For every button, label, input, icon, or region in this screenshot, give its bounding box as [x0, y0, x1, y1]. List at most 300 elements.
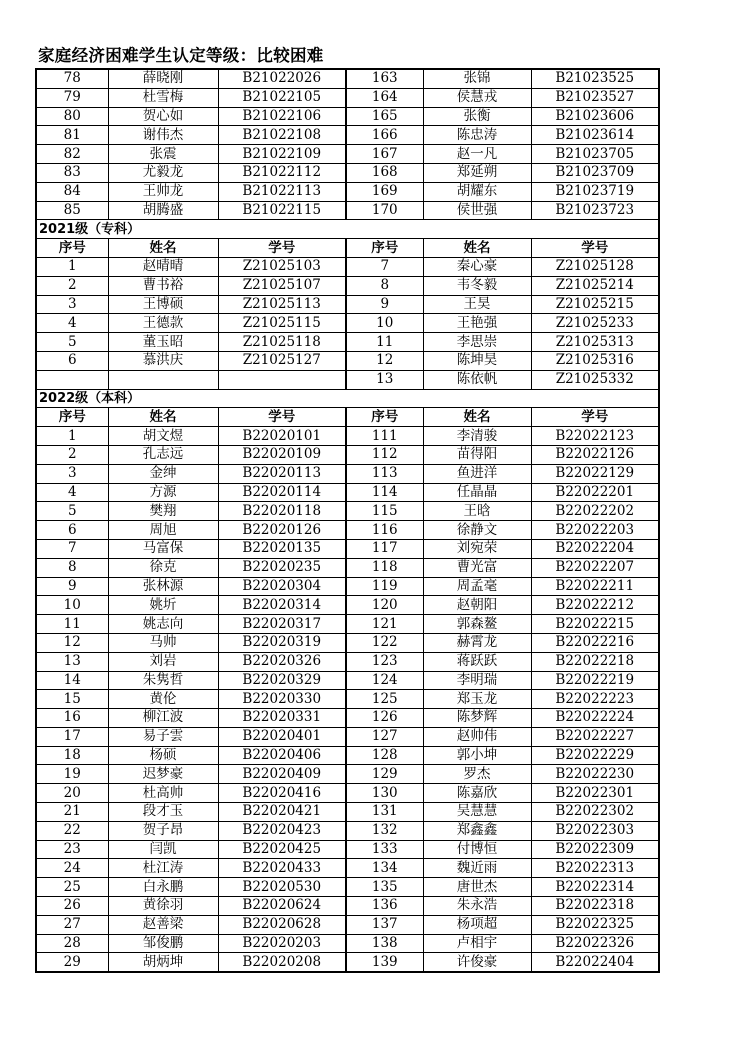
cell-name: 闫凯 [108, 840, 218, 859]
cell-name: 柳江波 [108, 709, 218, 728]
cell-name: 李明瑞 [423, 671, 531, 690]
cell-name: 薛晓刚 [108, 69, 218, 88]
cell-student-id: B22020101 [218, 427, 346, 446]
table-row [36, 615, 659, 634]
cell-name: 陈嘉欣 [423, 784, 531, 803]
table-row [36, 953, 659, 972]
cell-name: 刘岩 [108, 652, 218, 671]
cell-student-id: B21022115 [218, 201, 346, 220]
cell-index: 133 [346, 840, 423, 859]
table-row [36, 539, 659, 558]
cell-student-id: B21023525 [531, 69, 659, 88]
cell-name: 段才玉 [108, 803, 218, 822]
cell-student-id: B22020114 [218, 483, 346, 502]
cell-name: 慕洪庆 [108, 351, 218, 370]
cell-student-id: B22022207 [531, 558, 659, 577]
cell-index: 111 [346, 427, 423, 446]
cell-index: 136 [346, 897, 423, 916]
cell-index: 5 [36, 502, 108, 521]
column-header: 学号 [531, 239, 659, 258]
cell-index: 10 [346, 314, 423, 333]
cell-index: 116 [346, 521, 423, 540]
cell-name: 张衡 [423, 107, 531, 126]
cell-student-id: B22022219 [531, 671, 659, 690]
cell-index: 10 [36, 596, 108, 615]
cell-name: 付博恒 [423, 840, 531, 859]
cell-name: 任晶晶 [423, 483, 531, 502]
cell-name: 王晗 [423, 502, 531, 521]
cell-name: 曹光富 [423, 558, 531, 577]
cell-student-id: Z21025127 [218, 351, 346, 370]
cell-name: 胡腾盛 [108, 201, 218, 220]
cell-name: 杜江涛 [108, 859, 218, 878]
cell-name: 王博硕 [108, 295, 218, 314]
table-row [36, 427, 659, 446]
cell-index: 112 [346, 445, 423, 464]
cell-student-id: B22022314 [531, 878, 659, 897]
cell-index: 79 [36, 88, 108, 107]
cell-student-id: B22020135 [218, 539, 346, 558]
cell-name: 唐世杰 [423, 878, 531, 897]
cell-student-id: Z21025128 [531, 257, 659, 276]
student-table [35, 68, 660, 973]
cell-index: 114 [346, 483, 423, 502]
cell-index: 1 [36, 257, 108, 276]
cell-student-id: B21023709 [531, 163, 659, 182]
cell-student-id: B22020203 [218, 934, 346, 953]
cell-name: 周旭 [108, 521, 218, 540]
header-row [36, 408, 659, 427]
cell-student-id: B22020331 [218, 709, 346, 728]
cell-name: 姚圻 [108, 596, 218, 615]
cell-index: 122 [346, 633, 423, 652]
cell-name: 郭小坤 [423, 746, 531, 765]
table-row [36, 577, 659, 596]
table-row [36, 502, 659, 521]
cell-name: 郑玉龙 [423, 690, 531, 709]
section-row [36, 389, 659, 408]
table-row [36, 821, 659, 840]
cell-index: 84 [36, 182, 108, 201]
cell-index: 8 [346, 276, 423, 295]
cell-student-id: B22022212 [531, 596, 659, 615]
cell-index: 128 [346, 746, 423, 765]
table-row [36, 727, 659, 746]
cell-student-id: B22022309 [531, 840, 659, 859]
cell-student-id: B22020329 [218, 671, 346, 690]
cell-student-id: B21023719 [531, 182, 659, 201]
cell-student-id: B22020326 [218, 652, 346, 671]
cell-student-id: Z21025115 [218, 314, 346, 333]
cell-name: 郑鑫鑫 [423, 821, 531, 840]
cell-student-id: B22020126 [218, 521, 346, 540]
cell-name: 蒋跃跃 [423, 652, 531, 671]
cell-student-id: B22022326 [531, 934, 659, 953]
cell-student-id: Z21025313 [531, 333, 659, 352]
cell-student-id: B22020118 [218, 502, 346, 521]
cell-index: 20 [36, 784, 108, 803]
cell-name: 魏近雨 [423, 859, 531, 878]
cell-name: 赫霄龙 [423, 633, 531, 652]
cell-student-id: B22020530 [218, 878, 346, 897]
table-row [36, 878, 659, 897]
cell-index: 83 [36, 163, 108, 182]
cell-index: 119 [346, 577, 423, 596]
cell-name: 韦冬毅 [423, 276, 531, 295]
cell-name: 赵晴晴 [108, 257, 218, 276]
cell-index: 17 [36, 727, 108, 746]
cell-index: 3 [36, 464, 108, 483]
table-row [36, 370, 659, 389]
cell-index: 2 [36, 445, 108, 464]
cell-name: 赵善梁 [108, 915, 218, 934]
cell-name: 樊翔 [108, 502, 218, 521]
cell-student-id: B21022026 [218, 69, 346, 88]
table-row [36, 746, 659, 765]
cell-name: 刘宛荣 [423, 539, 531, 558]
cell-student-id: B22020314 [218, 596, 346, 615]
cell-name: 董玉昭 [108, 333, 218, 352]
cell-student-id: Z21025103 [218, 257, 346, 276]
cell-index: 167 [346, 145, 423, 164]
cell-index: 21 [36, 803, 108, 822]
table-row [36, 859, 659, 878]
cell-student-id: B22020319 [218, 633, 346, 652]
cell-name: 尤毅龙 [108, 163, 218, 182]
cell-index: 137 [346, 915, 423, 934]
cell-name: 秦心豪 [423, 257, 531, 276]
cell-student-id: B22022211 [531, 577, 659, 596]
cell-name: 陈梦辉 [423, 709, 531, 728]
cell-name: 赵朝阳 [423, 596, 531, 615]
cell-student-id: B22020421 [218, 803, 346, 822]
cell-name: 罗杰 [423, 765, 531, 784]
cell-index: 11 [346, 333, 423, 352]
cell-name: 谢伟杰 [108, 126, 218, 145]
cell-name: 杨项超 [423, 915, 531, 934]
cell-name: 杨硕 [108, 746, 218, 765]
column-header: 学号 [531, 408, 659, 427]
cell-name: 陈忠涛 [423, 126, 531, 145]
table-row [36, 784, 659, 803]
table-row [36, 464, 659, 483]
cell-name: 王德款 [108, 314, 218, 333]
cell-student-id: B22022224 [531, 709, 659, 728]
cell-index: 130 [346, 784, 423, 803]
column-header: 序号 [346, 408, 423, 427]
cell-name: 邹俊鹏 [108, 934, 218, 953]
cell-name: 王帅龙 [108, 182, 218, 201]
cell-student-id: B22022204 [531, 539, 659, 558]
table-row [36, 445, 659, 464]
cell-name: 侯慧戎 [423, 88, 531, 107]
cell-student-id: B21023723 [531, 201, 659, 220]
cell-student-id: B22022313 [531, 859, 659, 878]
cell-index: 120 [346, 596, 423, 615]
cell-student-id: B22022218 [531, 652, 659, 671]
table-row [36, 709, 659, 728]
cell-name: 杜雪梅 [108, 88, 218, 107]
cell-index: 28 [36, 934, 108, 953]
cell-index: 118 [346, 558, 423, 577]
cell-student-id: B22020628 [218, 915, 346, 934]
cell-name: 王艳强 [423, 314, 531, 333]
cell-index: 121 [346, 615, 423, 634]
cell-index: 82 [36, 145, 108, 164]
cell-student-id: B22022229 [531, 746, 659, 765]
cell-index: 8 [36, 558, 108, 577]
cell-student-id: B21023705 [531, 145, 659, 164]
cell-student-id: B22020317 [218, 615, 346, 634]
cell-student-id: B22022303 [531, 821, 659, 840]
cell-name: 胡炳坤 [108, 953, 218, 972]
cell-index: 13 [346, 370, 423, 389]
table-row [36, 126, 659, 145]
column-header: 学号 [218, 239, 346, 258]
cell-student-id: B22022216 [531, 633, 659, 652]
cell-name: 马富保 [108, 539, 218, 558]
cell-student-id: B22020624 [218, 897, 346, 916]
cell-index: 26 [36, 897, 108, 916]
cell-index: 125 [346, 690, 423, 709]
column-header: 姓名 [108, 239, 218, 258]
cell-index: 7 [346, 257, 423, 276]
cell-student-id: Z21025113 [218, 295, 346, 314]
cell-index: 80 [36, 107, 108, 126]
cell-student-id: B22020423 [218, 821, 346, 840]
cell-student-id: B21023606 [531, 107, 659, 126]
cell-index: 24 [36, 859, 108, 878]
column-header: 序号 [346, 239, 423, 258]
cell-index: 29 [36, 953, 108, 972]
cell-index: 9 [346, 295, 423, 314]
table-row [36, 314, 659, 333]
cell-index: 132 [346, 821, 423, 840]
cell-index: 22 [36, 821, 108, 840]
cell-index: 16 [36, 709, 108, 728]
cell-student-id: Z21025316 [531, 351, 659, 370]
table-row [36, 107, 659, 126]
cell-name: 白永鹏 [108, 878, 218, 897]
cell-name: 金绅 [108, 464, 218, 483]
cell-student-id: B22020433 [218, 859, 346, 878]
cell-student-id: B22020304 [218, 577, 346, 596]
cell-student-id: Z21025107 [218, 276, 346, 295]
cell-index: 124 [346, 671, 423, 690]
cell-index: 131 [346, 803, 423, 822]
cell-index: 123 [346, 652, 423, 671]
cell-index: 170 [346, 201, 423, 220]
cell-index: 165 [346, 107, 423, 126]
cell-name [108, 370, 218, 389]
cell-index: 166 [346, 126, 423, 145]
cell-student-id: B22020401 [218, 727, 346, 746]
cell-index: 135 [346, 878, 423, 897]
cell-student-id: B22020235 [218, 558, 346, 577]
table-row [36, 257, 659, 276]
section-title: 2022级（本科） [36, 389, 659, 408]
cell-index: 27 [36, 915, 108, 934]
cell-index: 134 [346, 859, 423, 878]
cell-student-id: B22022129 [531, 464, 659, 483]
table-row [36, 201, 659, 220]
cell-student-id: B22020425 [218, 840, 346, 859]
cell-name: 贺心如 [108, 107, 218, 126]
cell-name: 许俊豪 [423, 953, 531, 972]
cell-index: 3 [36, 295, 108, 314]
cell-student-id: B22020416 [218, 784, 346, 803]
cell-student-id: B21023614 [531, 126, 659, 145]
column-header: 姓名 [423, 239, 531, 258]
section-row [36, 220, 659, 239]
cell-student-id: B22022201 [531, 483, 659, 502]
cell-student-id: B21022106 [218, 107, 346, 126]
cell-index: 169 [346, 182, 423, 201]
cell-name: 徐克 [108, 558, 218, 577]
cell-student-id: B22022302 [531, 803, 659, 822]
cell-index: 2 [36, 276, 108, 295]
cell-student-id: B22020409 [218, 765, 346, 784]
cell-name: 易子雲 [108, 727, 218, 746]
cell-student-id: B22020208 [218, 953, 346, 972]
table-row [36, 351, 659, 370]
cell-student-id: B22022223 [531, 690, 659, 709]
cell-name: 卢相宇 [423, 934, 531, 953]
table-row [36, 897, 659, 916]
page-title: 家庭经济困难学生认定等级：比较困难 [38, 46, 324, 65]
cell-student-id: B22020406 [218, 746, 346, 765]
table-row [36, 182, 659, 201]
table-row [36, 276, 659, 295]
cell-index: 14 [36, 671, 108, 690]
column-header: 姓名 [108, 408, 218, 427]
column-header: 学号 [218, 408, 346, 427]
cell-student-id: B22022404 [531, 953, 659, 972]
table-row [36, 934, 659, 953]
cell-index: 9 [36, 577, 108, 596]
cell-index: 129 [346, 765, 423, 784]
cell-name: 王昊 [423, 295, 531, 314]
table-row [36, 596, 659, 615]
table-row [36, 145, 659, 164]
cell-student-id: B22022126 [531, 445, 659, 464]
cell-index [36, 370, 108, 389]
cell-index: 5 [36, 333, 108, 352]
table-row [36, 671, 659, 690]
cell-name: 马帅 [108, 633, 218, 652]
cell-student-id: B22020113 [218, 464, 346, 483]
cell-name: 鱼进洋 [423, 464, 531, 483]
cell-name: 李思崇 [423, 333, 531, 352]
cell-name: 迟梦豪 [108, 765, 218, 784]
cell-name: 吴慧慧 [423, 803, 531, 822]
table-row [36, 633, 659, 652]
section-title: 2021级（专科） [36, 220, 659, 239]
cell-student-id: Z21025332 [531, 370, 659, 389]
cell-student-id: B22022215 [531, 615, 659, 634]
cell-name: 方源 [108, 483, 218, 502]
cell-index: 25 [36, 878, 108, 897]
cell-student-id: B22020330 [218, 690, 346, 709]
cell-student-id: B21022112 [218, 163, 346, 182]
cell-student-id: B22022202 [531, 502, 659, 521]
column-header: 序号 [36, 408, 108, 427]
cell-name: 孔志远 [108, 445, 218, 464]
table-row [36, 558, 659, 577]
cell-index: 139 [346, 953, 423, 972]
cell-name: 朱隽哲 [108, 671, 218, 690]
cell-student-id: Z21025118 [218, 333, 346, 352]
cell-student-id: B22022227 [531, 727, 659, 746]
cell-name: 黄徐羽 [108, 897, 218, 916]
cell-name: 张震 [108, 145, 218, 164]
cell-name: 郭森鳌 [423, 615, 531, 634]
column-header: 姓名 [423, 408, 531, 427]
table-row [36, 652, 659, 671]
cell-name: 徐静文 [423, 521, 531, 540]
cell-index: 168 [346, 163, 423, 182]
cell-name: 张林源 [108, 577, 218, 596]
column-header: 序号 [36, 239, 108, 258]
cell-student-id: B22022301 [531, 784, 659, 803]
cell-name: 曹书裕 [108, 276, 218, 295]
table-row [36, 521, 659, 540]
cell-index: 113 [346, 464, 423, 483]
cell-index: 163 [346, 69, 423, 88]
table-row [36, 295, 659, 314]
cell-name: 苗得阳 [423, 445, 531, 464]
cell-student-id: B21023527 [531, 88, 659, 107]
cell-name: 黄伦 [108, 690, 218, 709]
cell-name: 张锦 [423, 69, 531, 88]
cell-index: 4 [36, 483, 108, 502]
cell-name: 赵帅伟 [423, 727, 531, 746]
cell-index: 11 [36, 615, 108, 634]
cell-index: 6 [36, 351, 108, 370]
table-row [36, 333, 659, 352]
table-row [36, 69, 659, 88]
table-row [36, 690, 659, 709]
cell-student-id: Z21025233 [531, 314, 659, 333]
cell-student-id: B21022109 [218, 145, 346, 164]
cell-student-id: Z21025214 [531, 276, 659, 295]
table-row [36, 88, 659, 107]
cell-index: 138 [346, 934, 423, 953]
table-row [36, 840, 659, 859]
cell-student-id: B21022113 [218, 182, 346, 201]
cell-name: 陈依帆 [423, 370, 531, 389]
table-row [36, 803, 659, 822]
cell-name: 郑延朔 [423, 163, 531, 182]
cell-index: 18 [36, 746, 108, 765]
cell-student-id: B22020109 [218, 445, 346, 464]
cell-name: 姚志向 [108, 615, 218, 634]
cell-index: 12 [346, 351, 423, 370]
cell-student-id: B22022203 [531, 521, 659, 540]
cell-student-id: B22022318 [531, 897, 659, 916]
cell-name: 胡耀东 [423, 182, 531, 201]
cell-index: 81 [36, 126, 108, 145]
cell-index: 1 [36, 427, 108, 446]
cell-name: 周孟毫 [423, 577, 531, 596]
cell-student-id [218, 370, 346, 389]
table-row [36, 915, 659, 934]
cell-student-id: B22022325 [531, 915, 659, 934]
cell-index: 19 [36, 765, 108, 784]
table-row [36, 765, 659, 784]
cell-index: 117 [346, 539, 423, 558]
cell-name: 胡文煜 [108, 427, 218, 446]
